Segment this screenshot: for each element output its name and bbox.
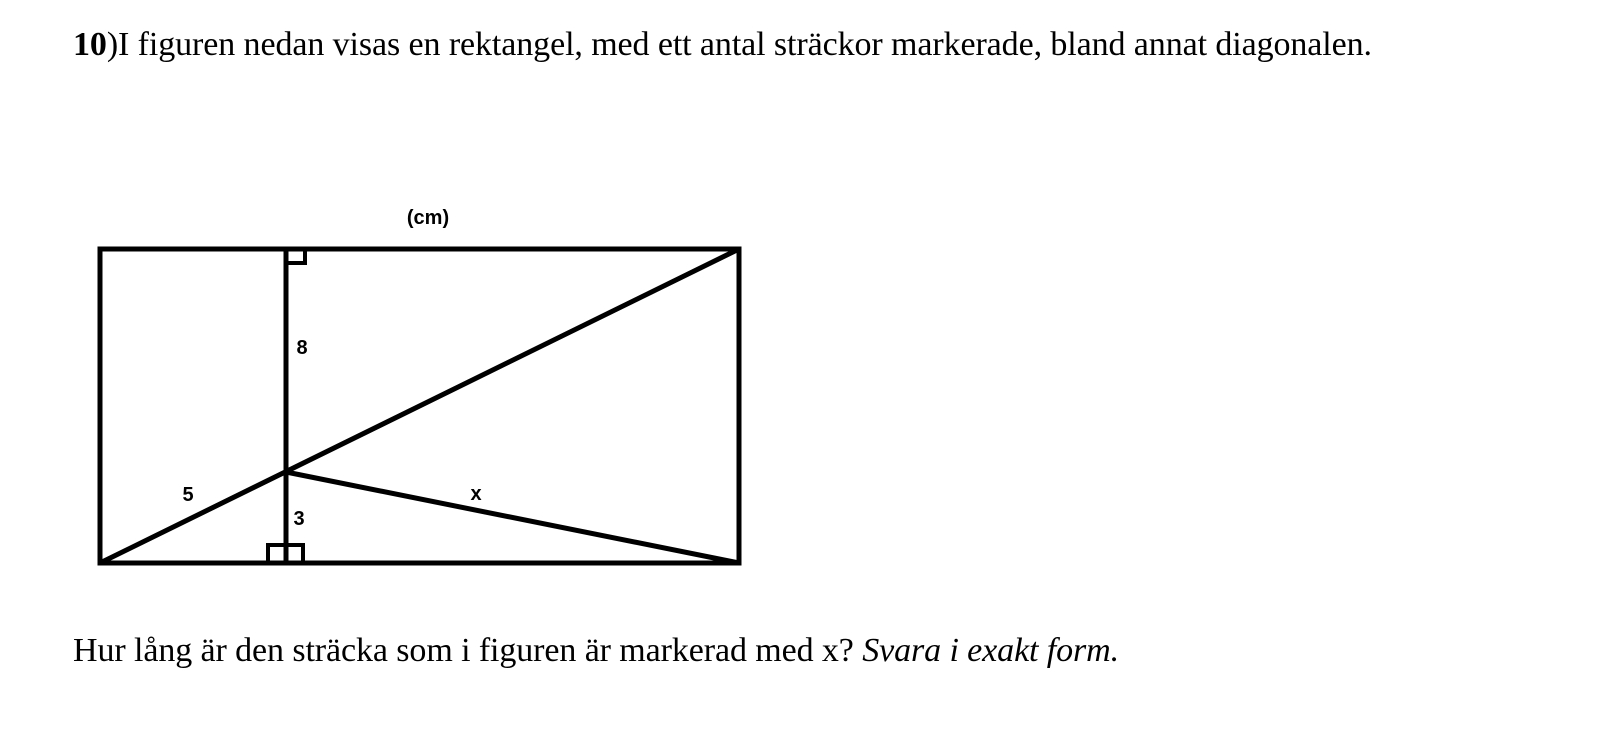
question-text: Hur lång är den sträcka som i figuren är markerad med x? — [73, 632, 854, 669]
question-statement — [73, 628, 1533, 674]
label-x: x — [470, 483, 482, 505]
right-angle-marker-bottom-right — [286, 545, 303, 563]
right-angle-marker-bottom-left — [268, 545, 286, 563]
problem-number: 10 — [73, 26, 107, 63]
label-diagonal-part: 5 — [182, 484, 194, 506]
diagonal-line — [100, 249, 739, 563]
label-bottom-segment: 3 — [293, 508, 305, 530]
label-top-segment: 8 — [296, 337, 308, 359]
question-instruction: Svara i exakt form. — [862, 632, 1120, 669]
problem-number-separator: ) — [106, 26, 119, 63]
problem-text: I figuren nedan visas en rektangel, med ett antal sträckor markerade, bland annat diagonalen. — [118, 26, 1372, 63]
unit-label: (cm) — [406, 207, 450, 229]
segment-x — [286, 472, 739, 563]
